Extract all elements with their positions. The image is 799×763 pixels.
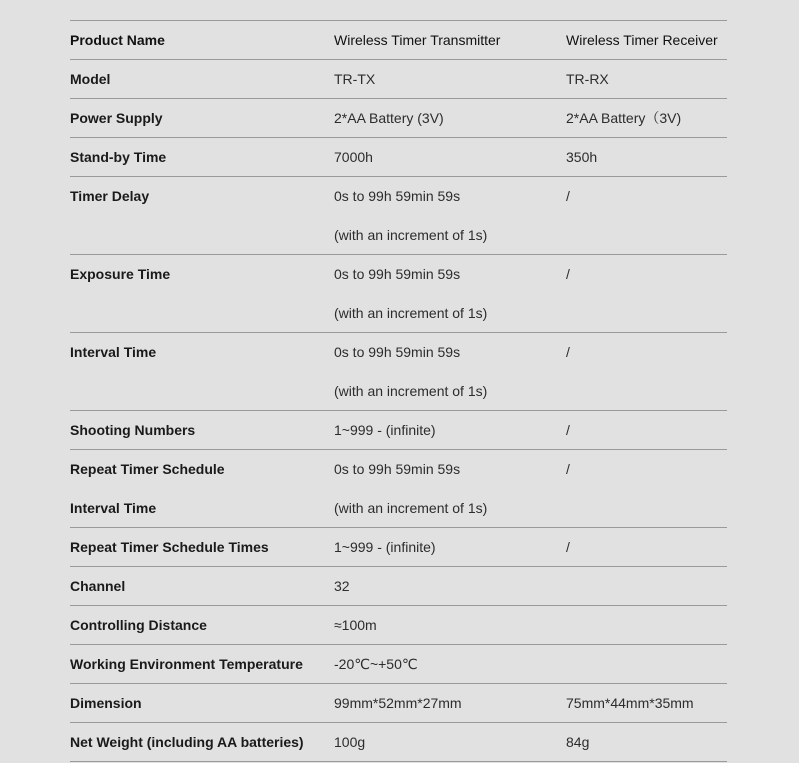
receiver-value-cell xyxy=(566,99,727,137)
transmitter-value-cell-line: (with an increment of 1s) xyxy=(334,382,488,399)
spec-name-cell xyxy=(70,177,334,254)
receiver-value-cell xyxy=(566,567,727,605)
receiver-value-cell xyxy=(566,60,727,98)
table-header-row xyxy=(70,21,727,60)
header-transmitter: Wireless Timer Transmitter xyxy=(334,32,501,48)
transmitter-value-cell xyxy=(334,606,566,644)
transmitter-value-cell-line: (with an increment of 1s) xyxy=(334,499,488,516)
receiver-value-cell xyxy=(566,138,727,176)
spec-name-cell xyxy=(70,450,334,527)
transmitter-value-cell-line: -20℃~+50℃ xyxy=(334,656,418,672)
receiver-value-cell-line: 84g xyxy=(566,734,590,750)
transmitter-value-cell xyxy=(334,450,566,527)
transmitter-value-cell-line: 1~999 - (infinite) xyxy=(334,422,436,438)
spec-name-cell-line: Power Supply xyxy=(70,110,163,126)
spec-name-cell xyxy=(70,333,334,410)
receiver-value-cell xyxy=(566,333,727,410)
transmitter-value-cell xyxy=(334,99,566,137)
transmitter-value-cell xyxy=(334,411,566,449)
spec-name-cell xyxy=(70,606,334,644)
receiver-value-cell-line: / xyxy=(566,266,570,282)
receiver-value-cell xyxy=(566,255,727,332)
transmitter-value-cell xyxy=(334,333,566,410)
table-row xyxy=(70,450,727,528)
spec-name-cell-line: Net Weight (including AA batteries) xyxy=(70,734,304,750)
spec-name-cell-line: Channel xyxy=(70,578,126,594)
receiver-value-cell-line: 75mm*44mm*35mm xyxy=(566,695,694,711)
spec-name-cell xyxy=(70,645,334,683)
transmitter-value-cell xyxy=(334,60,566,98)
spec-name-cell xyxy=(70,60,334,98)
receiver-value-cell xyxy=(566,450,727,527)
table-row xyxy=(70,99,727,138)
table-row xyxy=(70,528,727,567)
table-row xyxy=(70,684,727,723)
receiver-value-cell xyxy=(566,684,727,722)
transmitter-value-cell-line: 32 xyxy=(334,578,350,594)
transmitter-value-cell-line: TR-TX xyxy=(334,71,376,87)
receiver-value-cell xyxy=(566,177,727,254)
spec-name-cell-line: Stand-by Time xyxy=(70,149,167,165)
transmitter-value-cell xyxy=(334,567,566,605)
spec-name-cell xyxy=(70,684,334,722)
spec-name-cell xyxy=(70,567,334,605)
transmitter-value-cell xyxy=(334,255,566,332)
transmitter-value-cell-line: 0s to 99h 59min 59s xyxy=(334,461,461,477)
spec-name-cell-line: Controlling Distance xyxy=(70,617,207,633)
transmitter-value-cell-line: 1~999 - (infinite) xyxy=(334,539,436,555)
receiver-value-cell-line: 350h xyxy=(566,149,598,165)
table-row xyxy=(70,255,727,333)
receiver-value-cell xyxy=(566,645,727,683)
spec-name-cell xyxy=(70,528,334,566)
table-row xyxy=(70,333,727,411)
receiver-value-cell-line: TR-RX xyxy=(566,71,609,87)
transmitter-value-cell-line: (with an increment of 1s) xyxy=(334,226,488,243)
spec-name-cell-line: Dimension xyxy=(70,695,142,711)
transmitter-value-cell-line: 0s to 99h 59min 59s xyxy=(334,188,461,204)
transmitter-value-cell-line: 0s to 99h 59min 59s xyxy=(334,266,461,282)
table-row xyxy=(70,723,727,762)
receiver-value-cell xyxy=(566,528,727,566)
table-body xyxy=(70,60,727,762)
receiver-value-cell xyxy=(566,606,727,644)
transmitter-value-cell xyxy=(334,645,566,683)
spec-name-cell-line: Timer Delay xyxy=(70,188,150,204)
spec-name-cell xyxy=(70,138,334,176)
receiver-value-cell-line: / xyxy=(566,539,570,555)
transmitter-value-cell xyxy=(334,177,566,254)
transmitter-value-cell-line: 100g xyxy=(334,734,366,750)
receiver-value-cell-line: / xyxy=(566,461,570,477)
spec-name-cell-line: Repeat Timer Schedule xyxy=(70,461,225,477)
header-product-name: Product Name xyxy=(70,32,165,48)
table-row xyxy=(70,411,727,450)
spec-name-cell xyxy=(70,99,334,137)
receiver-value-cell-line: 2*AA Battery（3V) xyxy=(566,110,682,126)
transmitter-value-cell-line: 7000h xyxy=(334,149,373,165)
transmitter-value-cell-line: 0s to 99h 59min 59s xyxy=(334,344,461,360)
receiver-value-cell-line: / xyxy=(566,344,570,360)
spec-name-cell-line: Interval Time xyxy=(70,344,157,360)
spec-table xyxy=(70,20,727,762)
spec-name-cell-line: Repeat Timer Schedule Times xyxy=(70,539,269,555)
spec-name-cell xyxy=(70,411,334,449)
transmitter-value-cell-line: (with an increment of 1s) xyxy=(334,304,488,321)
spec-name-cell-line: Shooting Numbers xyxy=(70,422,196,438)
table-row xyxy=(70,606,727,645)
transmitter-value-cell-line: 2*AA Battery (3V) xyxy=(334,110,444,126)
receiver-value-cell-line: / xyxy=(566,422,570,438)
spec-name-cell-line: Model xyxy=(70,71,111,87)
table-row xyxy=(70,138,727,177)
transmitter-value-cell xyxy=(334,138,566,176)
spec-name-cell xyxy=(70,255,334,332)
spec-name-cell-line: Working Environment Temperature xyxy=(70,656,303,672)
table-row xyxy=(70,60,727,99)
header-receiver: Wireless Timer Receiver xyxy=(566,32,718,48)
table-row xyxy=(70,177,727,255)
table-row xyxy=(70,567,727,606)
transmitter-value-cell-line: ≈100m xyxy=(334,617,377,633)
receiver-value-cell xyxy=(566,723,727,761)
spec-name-cell-line: Exposure Time xyxy=(70,266,171,282)
spec-name-cell-line: Interval Time xyxy=(70,499,157,516)
receiver-value-cell xyxy=(566,411,727,449)
table-row xyxy=(70,645,727,684)
transmitter-value-cell xyxy=(334,684,566,722)
transmitter-value-cell xyxy=(334,528,566,566)
transmitter-value-cell-line: 99mm*52mm*27mm xyxy=(334,695,462,711)
spec-name-cell xyxy=(70,723,334,761)
receiver-value-cell-line: / xyxy=(566,188,570,204)
transmitter-value-cell xyxy=(334,723,566,761)
